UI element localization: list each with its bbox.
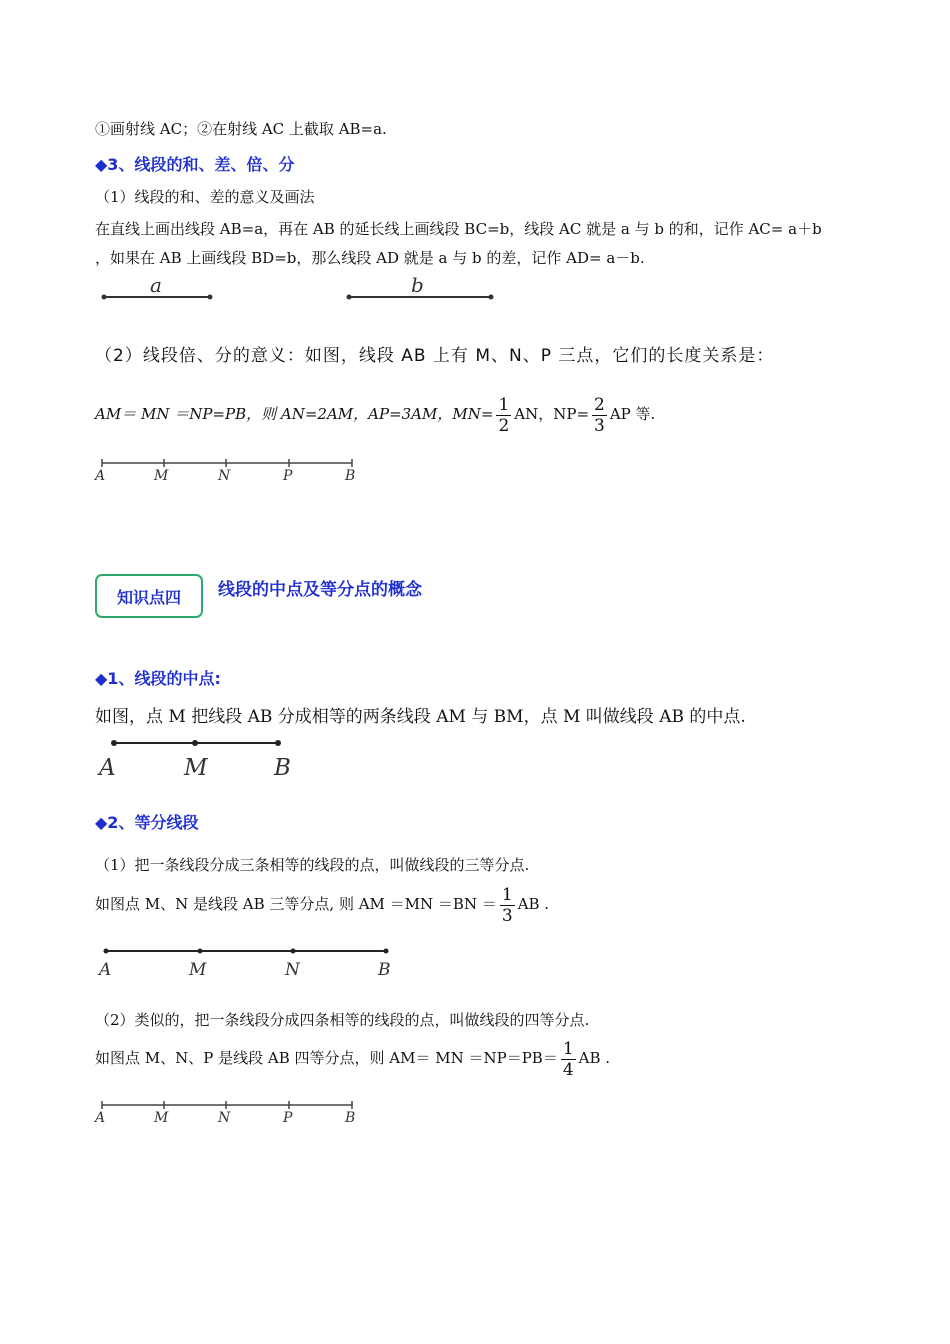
segment-a-end <box>208 295 213 300</box>
relation-prefix: AM＝ MN ＝NP=PB，则 AN=2AM，AP=3AM，MN= <box>95 405 494 423</box>
quad-segment-figure-1 <box>94 456 364 486</box>
label-m: M <box>189 960 207 980</box>
point-n <box>291 949 296 954</box>
label-b: B <box>378 960 391 980</box>
trisection-line <box>95 882 549 926</box>
knowledge-point-label: 知识点四 <box>116 587 181 607</box>
fraction-two-thirds <box>592 395 607 436</box>
fraction-numerator: 1 <box>501 884 513 905</box>
midpoint-heading: ◆1、线段的中点: <box>95 669 221 688</box>
relation-mid: AN，NP= <box>514 405 590 423</box>
trisection-definition: （1）把一条线段分成三条相等的线段的点，叫做线段的三等分点. <box>95 856 530 874</box>
point-m <box>198 949 203 954</box>
quad-segment-figure-2 <box>94 1098 364 1128</box>
label-n: N <box>285 960 300 980</box>
segment-a-label: a <box>150 273 162 297</box>
segment-b-end <box>489 295 494 300</box>
point-a <box>111 740 117 746</box>
label-n: N <box>218 468 231 484</box>
label-a: A <box>99 755 116 781</box>
equal-division-heading: ◆2、等分线段 <box>95 813 199 832</box>
segment-a-start <box>102 295 107 300</box>
label-a: A <box>95 1110 106 1126</box>
fraction-numerator: 1 <box>498 394 510 415</box>
intro-line: ①画射线 AC；②在射线 AC 上截取 AB=a. <box>95 120 387 138</box>
label-m: M <box>184 755 208 781</box>
fraction-denominator: 3 <box>594 415 605 436</box>
quadrisection-line <box>95 1036 610 1080</box>
label-a: A <box>95 468 106 484</box>
segment-b-figure <box>345 273 505 306</box>
knowledge-point-title: 线段的中点及等分点的概念 <box>218 580 422 600</box>
label-n: N <box>218 1110 231 1126</box>
segment-b-start <box>347 295 352 300</box>
midpoint-figure <box>96 732 306 780</box>
label-m: M <box>154 468 169 484</box>
segment-a-figure <box>100 273 220 306</box>
segment-b-label: b <box>411 273 424 297</box>
sum-paragraph-line2: ，如果在 AB 上画线段 BD=b，那么线段 AD 就是 a 与 b 的差，记作 AD= a－b. <box>95 249 645 267</box>
sum-paragraph-line1: 在直线上画出线段 AB=a，再在 AB 的延长线上画线段 BC=b，线段 AC 就是 a 与 b 的和，记作 AC= a＋b <box>95 220 822 238</box>
fraction-denominator: 3 <box>501 905 513 926</box>
trisection-suffix: AB . <box>517 895 550 913</box>
fraction-denominator: 2 <box>498 415 510 436</box>
label-b: B <box>274 755 291 781</box>
sub-heading-sum-diff: （1）线段的和、差的意义及画法 <box>95 188 315 206</box>
sub-heading-multiple: （2）线段倍、分的意义：如图，线段 AB 上有 M、N、P 三点，它们的长度关系是： <box>95 346 775 366</box>
point-b <box>384 949 389 954</box>
quadrisection-prefix: 如图点 M、N、P 是线段 AB 四等分点，则 AM＝ MN ＝NP＝PB＝ <box>95 1049 558 1067</box>
fraction-one-quarter <box>561 1039 576 1080</box>
label-b: B <box>345 468 356 484</box>
quadrisection-suffix: AB . <box>578 1049 611 1067</box>
point-b <box>275 740 281 746</box>
fraction-numerator: 1 <box>562 1038 574 1059</box>
point-a <box>104 949 109 954</box>
midpoint-text: 如图，点 M 把线段 AB 分成相等的两条线段 AM 与 BM，点 M 叫做线段 AB 的中点. <box>95 707 746 727</box>
trisection-prefix: 如图点 M、N 是线段 AB 三等分点, 则 AM ＝MN ＝BN ＝ <box>95 895 497 913</box>
fraction-denominator: 4 <box>562 1059 574 1080</box>
fraction-one-third <box>500 885 515 926</box>
quadrisection-definition: （2）类似的，把一条线段分成四条相等的线段的点，叫做线段的四等分点. <box>95 1011 590 1029</box>
trisection-figure <box>96 942 406 982</box>
fraction-one-half <box>496 395 511 436</box>
section-3-heading: ◆3、线段的和、差、倍、分 <box>95 155 295 174</box>
label-m: M <box>154 1110 169 1126</box>
label-p: P <box>283 468 293 484</box>
fraction-numerator: 2 <box>594 394 605 415</box>
label-p: P <box>283 1110 293 1126</box>
relation-line <box>95 392 655 436</box>
point-m <box>192 740 198 746</box>
label-b: B <box>345 1110 356 1126</box>
knowledge-point-box <box>95 574 203 618</box>
label-a: A <box>99 960 112 980</box>
relation-suffix: AP 等. <box>609 405 656 423</box>
